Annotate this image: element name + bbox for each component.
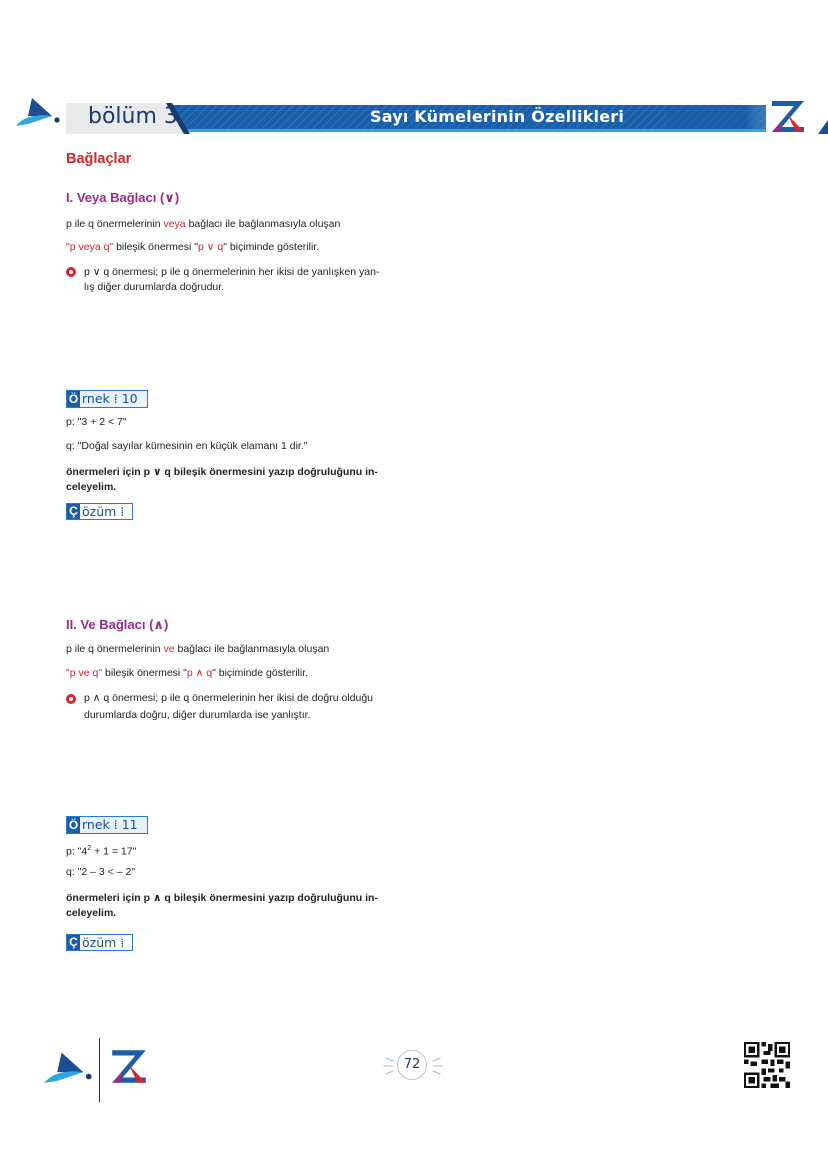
- section-title: Bağlaçlar: [66, 151, 132, 167]
- part1-line2: "p veya q" bileşik önermesi "p ∨ q" biçiminde gösterilir.: [66, 241, 320, 253]
- part1-line1: p ile q önermelerinin veya bağlacı ile bağlanmasıyla oluşan: [66, 218, 341, 230]
- example-11-task-line1: önermeleri için p ∧ q bileşik önermesini yazıp doğruluğunu in-: [66, 892, 378, 904]
- example-10-q: q: "Doğal sayılar kümesinin en küçük elamanı 1 dir.": [66, 440, 308, 452]
- page-number: 72: [397, 1050, 427, 1080]
- bullet-icon: [66, 694, 76, 704]
- part1-bullet-line2: lış diğer durumlarda doğrudur.: [84, 281, 225, 293]
- example-10-p: p: "3 + 2 < 7": [66, 416, 127, 428]
- arrow-logo-icon: [42, 1050, 92, 1090]
- example-11-label: Ö rnek ⁞ 11: [66, 816, 148, 834]
- qr-code-icon: [744, 1042, 790, 1088]
- part1-heading: I. Veya Bağlacı (∨): [66, 190, 180, 205]
- part2-line2: "p ve q" bileşik önermesi "p ∧ q" biçiminde gösterilir.: [66, 667, 309, 679]
- example-10-label: Ö rnek ⁞ 10: [66, 390, 148, 408]
- arrow-logo-icon: [14, 96, 60, 132]
- example-11-solution-label: Ç özüm ⁞: [66, 934, 133, 951]
- header-arrow-icon: [818, 120, 828, 134]
- footer-divider: [99, 1038, 100, 1102]
- bullet-icon: [66, 267, 76, 277]
- example-10-solution-label: Ç özüm ⁞: [66, 503, 133, 520]
- example-10-task-line1: önermeleri için p ∨ q bileşik önermesini yazıp doğruluğunu in-: [66, 466, 378, 478]
- part2-line1: p ile q önermelerinin ve bağlacı ile bağlanmasıyla oluşan: [66, 643, 330, 655]
- z-logo-icon: [108, 1046, 150, 1086]
- part1-bullet-line1: p ∨ q önermesi; p ile q önermelerinin her ikisi de yanlışken yan-: [84, 266, 380, 278]
- part2-bullet-line1: p ∧ q önermesi; p ile q önermelerinin her ikisi de doğru olduğu: [84, 692, 374, 704]
- example-10-task-line2: celeyelim.: [66, 481, 117, 493]
- part2-bullet-line2: durumlarda doğru, diğer durumlarda ise yanlıştır.: [84, 709, 311, 721]
- z-logo-icon: [768, 97, 808, 135]
- example-11-p: p: "$4^2 + 1 = 17$": [66, 845, 137, 858]
- chapter-title: Sayı Kümelerinin Özellikleri: [370, 107, 625, 126]
- part2-heading: II. Ve Bağlacı (∧): [66, 617, 169, 632]
- example-11-q: q: "2 – 3 < – 2": [66, 866, 136, 878]
- example-11-task-line2: celeyelim.: [66, 907, 117, 919]
- chapter-label: bölüm 3: [88, 104, 178, 129]
